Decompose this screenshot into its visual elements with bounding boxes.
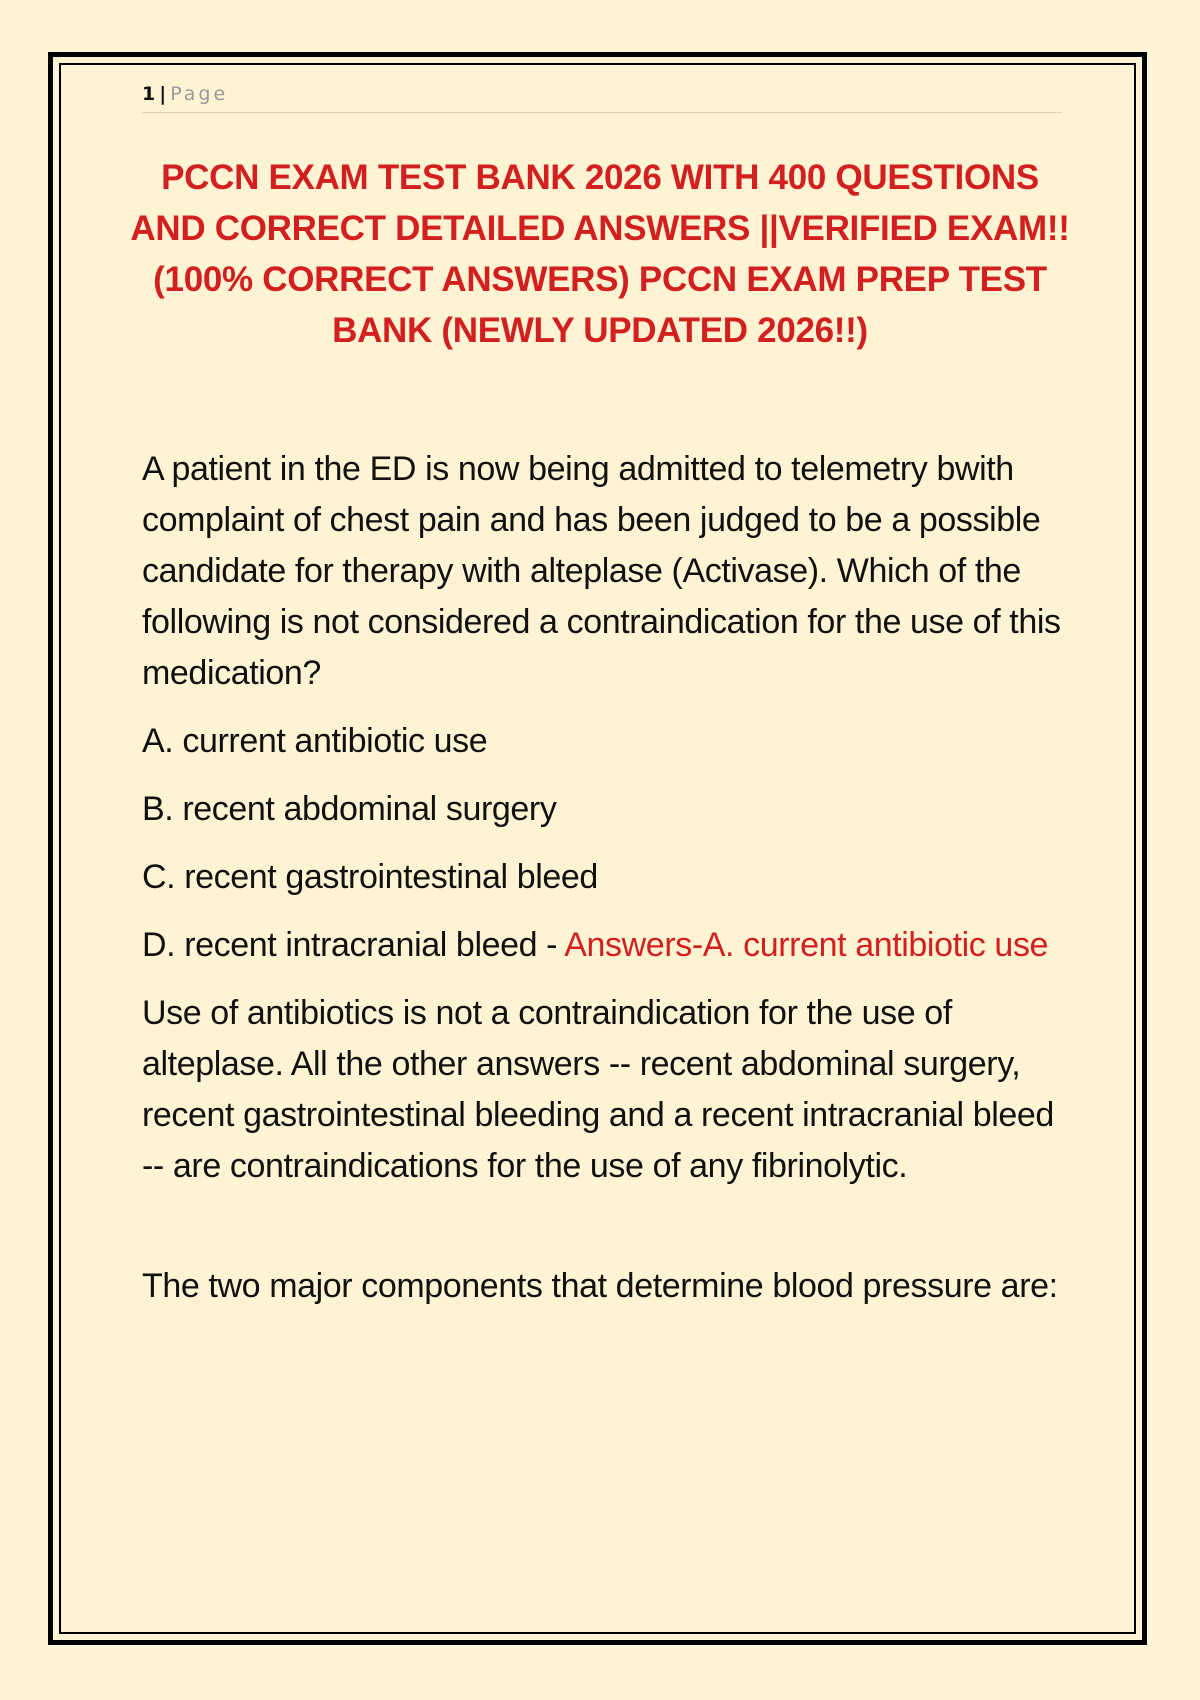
page-separator: | bbox=[159, 83, 167, 105]
question-1-option-d: D. recent intracranial bleed - bbox=[142, 926, 565, 964]
page-number: 1 bbox=[142, 83, 156, 105]
question-1-option-d-line bbox=[142, 920, 1067, 971]
question-content bbox=[142, 444, 1067, 1312]
page-header bbox=[142, 80, 1062, 113]
question-1-answer: Answers-A. current antibiotic use bbox=[564, 926, 1049, 964]
document-title: PCCN EXAM TEST BANK 2026 WITH 400 QUESTIONS AND CORRECT DETAILED ANSWERS ||VERIFIED EXAM!!(100% CORRECT ANSWERS) PCCN EXAM PREP TEST BANK (NEWLY UPDATED 2026!!) bbox=[130, 158, 1070, 350]
question-1-explanation: Use of antibiotics is not a contraindication for the use of alteplase. All the other answers -- recent abdominal surgery, recent gastrointestinal bleeding and a recent intracranial bleed -- are contraindications for the use of any fibrinolytic. bbox=[142, 994, 1054, 1185]
question-1-option-b: B. recent abdominal surgery bbox=[142, 790, 557, 828]
question-1-option-a: A. current antibiotic use bbox=[142, 722, 488, 760]
question-1-text: A patient in the ED is now being admitted to telemetry bwith complaint of chest pain and has been judged to be a possible candidate for therapy with alteplase (Activase). Which of the following is not considered a contraindication for the use of this medication? bbox=[142, 450, 1061, 692]
question-1-option-c: C. recent gastrointestinal bleed bbox=[142, 858, 598, 896]
question-2-text: The two major components that determine blood pressure are: bbox=[142, 1267, 1058, 1305]
page-label: Page bbox=[170, 83, 229, 105]
